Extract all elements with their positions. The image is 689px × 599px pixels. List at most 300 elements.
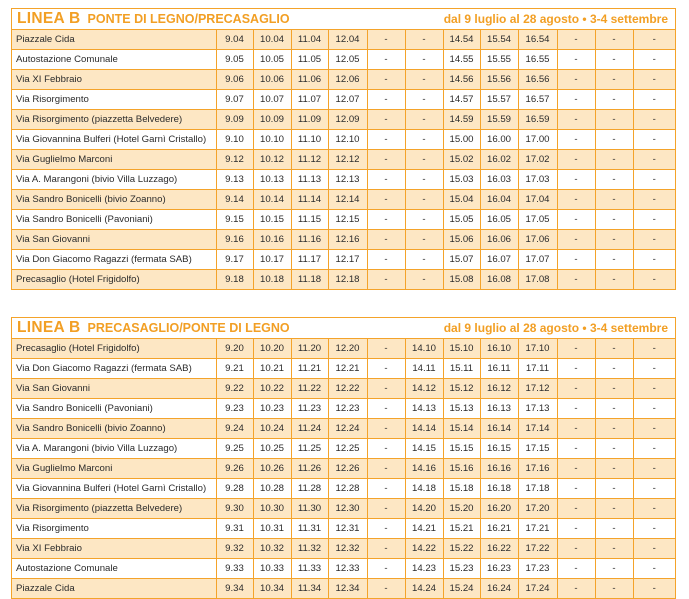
table-row: [12, 210, 675, 230]
departure-time: 15.08: [443, 270, 480, 290]
departure-time: -: [595, 250, 633, 270]
line-label: LINEA B: [17, 319, 81, 336]
departure-time: -: [633, 579, 675, 599]
departure-time: -: [633, 339, 675, 359]
departure-time: 9.23: [216, 399, 253, 419]
departure-time: -: [367, 110, 405, 130]
departure-time: -: [557, 110, 595, 130]
departure-time: 9.15: [216, 210, 253, 230]
departure-time: 12.16: [328, 230, 367, 250]
departure-time: 15.18: [443, 479, 480, 499]
departure-time: -: [595, 459, 633, 479]
departure-time: -: [633, 130, 675, 150]
departure-time: 11.33: [291, 559, 328, 579]
departure-time: 12.34: [328, 579, 367, 599]
stop-name: Via Risorgimento: [12, 519, 216, 539]
schedule-table: [12, 29, 675, 289]
departure-time: -: [367, 170, 405, 190]
stop-name: Via San Giovanni: [12, 230, 216, 250]
departure-time: 12.31: [328, 519, 367, 539]
departure-time: -: [405, 190, 443, 210]
departure-time: 16.56: [518, 70, 557, 90]
departure-time: 17.11: [518, 359, 557, 379]
stop-name: Via Risorgimento: [12, 90, 216, 110]
departure-time: 16.16: [480, 459, 518, 479]
departure-time: 17.03: [518, 170, 557, 190]
departure-time: -: [405, 30, 443, 50]
departure-time: 11.25: [291, 439, 328, 459]
departure-time: -: [595, 419, 633, 439]
departure-time: 15.21: [443, 519, 480, 539]
departure-time: 9.26: [216, 459, 253, 479]
departure-time: 11.20: [291, 339, 328, 359]
departure-time: 16.21: [480, 519, 518, 539]
departure-time: -: [633, 419, 675, 439]
departure-time: -: [367, 339, 405, 359]
departure-time: 17.13: [518, 399, 557, 419]
departure-time: 9.25: [216, 439, 253, 459]
departure-time: 14.22: [405, 539, 443, 559]
departure-time: 11.23: [291, 399, 328, 419]
departure-time: 9.21: [216, 359, 253, 379]
departure-time: 11.12: [291, 150, 328, 170]
departure-time: 15.11: [443, 359, 480, 379]
departure-time: -: [367, 210, 405, 230]
departure-time: 10.07: [253, 90, 291, 110]
departure-time: 11.24: [291, 419, 328, 439]
departure-time: 9.12: [216, 150, 253, 170]
route-label: PONTE DI LEGNO/PRECASAGLIO: [87, 12, 290, 26]
departure-time: -: [367, 459, 405, 479]
departure-time: -: [367, 70, 405, 90]
departure-time: 11.34: [291, 579, 328, 599]
stop-name: Via Sandro Bonicelli (Pavoniani): [12, 210, 216, 230]
table-row: [12, 90, 675, 110]
departure-time: 14.11: [405, 359, 443, 379]
departure-time: 10.13: [253, 170, 291, 190]
departure-time: 15.07: [443, 250, 480, 270]
departure-time: -: [557, 359, 595, 379]
departure-time: 15.15: [443, 439, 480, 459]
departure-time: -: [595, 519, 633, 539]
departure-time: -: [633, 270, 675, 290]
table-row: [12, 70, 675, 90]
departure-time: 16.11: [480, 359, 518, 379]
departure-time: -: [367, 399, 405, 419]
departure-time: -: [557, 519, 595, 539]
departure-time: -: [557, 210, 595, 230]
table-row: [12, 190, 675, 210]
departure-time: -: [633, 230, 675, 250]
departure-time: -: [595, 210, 633, 230]
departure-time: 17.05: [518, 210, 557, 230]
departure-time: 9.07: [216, 90, 253, 110]
departure-time: -: [367, 479, 405, 499]
departure-time: 10.17: [253, 250, 291, 270]
departure-time: 9.04: [216, 30, 253, 50]
departure-time: 10.16: [253, 230, 291, 250]
table-row: [12, 359, 675, 379]
departure-time: -: [557, 559, 595, 579]
departure-time: 12.26: [328, 459, 367, 479]
departure-time: 10.04: [253, 30, 291, 50]
departure-time: -: [633, 479, 675, 499]
departure-time: 11.31: [291, 519, 328, 539]
departure-time: -: [633, 210, 675, 230]
departure-time: 15.13: [443, 399, 480, 419]
departure-time: -: [633, 110, 675, 130]
departure-time: 16.23: [480, 559, 518, 579]
table-row: [12, 150, 675, 170]
departure-time: 17.15: [518, 439, 557, 459]
departure-time: 17.06: [518, 230, 557, 250]
route-label: PRECASAGLIO/PONTE DI LEGNO: [87, 321, 290, 335]
departure-time: 14.54: [443, 30, 480, 50]
period-label: dal 9 luglio al 28 agosto • 3-4 settembre: [443, 321, 668, 335]
departure-time: 10.23: [253, 399, 291, 419]
departure-time: 9.34: [216, 579, 253, 599]
departure-time: 12.15: [328, 210, 367, 230]
departure-time: 11.04: [291, 30, 328, 50]
departure-time: 14.59: [443, 110, 480, 130]
departure-time: -: [595, 479, 633, 499]
departure-time: 12.04: [328, 30, 367, 50]
departure-time: 14.13: [405, 399, 443, 419]
departure-time: 16.03: [480, 170, 518, 190]
departure-time: 9.28: [216, 479, 253, 499]
departure-time: -: [367, 230, 405, 250]
timetable-header: [12, 318, 675, 338]
departure-time: 16.20: [480, 499, 518, 519]
departure-time: 15.12: [443, 379, 480, 399]
departure-time: -: [633, 439, 675, 459]
departure-time: 15.00: [443, 130, 480, 150]
departure-time: -: [557, 50, 595, 70]
departure-time: 17.12: [518, 379, 557, 399]
table-row: [12, 170, 675, 190]
departure-time: 10.26: [253, 459, 291, 479]
departure-time: 14.12: [405, 379, 443, 399]
departure-time: -: [557, 250, 595, 270]
departure-time: 16.54: [518, 30, 557, 50]
departure-time: -: [405, 230, 443, 250]
timetable-return: [11, 317, 676, 599]
table-row: [12, 459, 675, 479]
departure-time: 12.13: [328, 170, 367, 190]
departure-time: 17.18: [518, 479, 557, 499]
departure-time: -: [367, 250, 405, 270]
departure-time: 11.32: [291, 539, 328, 559]
departure-time: 15.24: [443, 579, 480, 599]
departure-time: 12.14: [328, 190, 367, 210]
table-row: [12, 499, 675, 519]
departure-time: 17.22: [518, 539, 557, 559]
departure-time: 10.22: [253, 379, 291, 399]
departure-time: 14.57: [443, 90, 480, 110]
departure-time: 16.14: [480, 419, 518, 439]
departure-time: -: [557, 90, 595, 110]
departure-time: -: [405, 130, 443, 150]
departure-time: -: [367, 439, 405, 459]
departure-time: 12.20: [328, 339, 367, 359]
departure-time: 15.14: [443, 419, 480, 439]
stop-name: Via Sandro Bonicelli (bivio Zoanno): [12, 419, 216, 439]
table-row: [12, 270, 675, 290]
stop-name: Via Risorgimento (piazzetta Belvedere): [12, 110, 216, 130]
table-row: [12, 250, 675, 270]
period-label: dal 9 luglio al 28 agosto • 3-4 settembre: [443, 12, 668, 26]
departure-time: -: [633, 559, 675, 579]
departure-time: -: [557, 499, 595, 519]
departure-time: 9.31: [216, 519, 253, 539]
departure-time: 15.59: [480, 110, 518, 130]
departure-time: 12.05: [328, 50, 367, 70]
departure-time: -: [557, 170, 595, 190]
departure-time: 15.03: [443, 170, 480, 190]
departure-time: 16.02: [480, 150, 518, 170]
departure-time: 14.15: [405, 439, 443, 459]
departure-time: 14.24: [405, 579, 443, 599]
departure-time: 11.26: [291, 459, 328, 479]
stop-name: Via A. Marangoni (bivio Villa Luzzago): [12, 170, 216, 190]
stop-name: Via Giovannina Bulferi (Hotel Garnì Cristallo): [12, 130, 216, 150]
timetable-outbound: [11, 8, 676, 290]
departure-time: 14.10: [405, 339, 443, 359]
departure-time: 11.28: [291, 479, 328, 499]
departure-time: -: [595, 539, 633, 559]
departure-time: -: [595, 130, 633, 150]
departure-time: 9.17: [216, 250, 253, 270]
departure-time: -: [557, 439, 595, 459]
departure-time: 10.21: [253, 359, 291, 379]
departure-time: 10.06: [253, 70, 291, 90]
departure-time: 16.24: [480, 579, 518, 599]
departure-time: 10.32: [253, 539, 291, 559]
departure-time: 16.18: [480, 479, 518, 499]
departure-time: -: [557, 270, 595, 290]
departure-time: -: [557, 479, 595, 499]
stop-name: Via Sandro Bonicelli (bivio Zoanno): [12, 190, 216, 210]
departure-time: 11.22: [291, 379, 328, 399]
departure-time: -: [367, 419, 405, 439]
departure-time: -: [557, 339, 595, 359]
stop-name: Via XI Febbraio: [12, 539, 216, 559]
departure-time: -: [633, 30, 675, 50]
departure-time: -: [633, 90, 675, 110]
departure-time: -: [367, 579, 405, 599]
departure-time: -: [595, 399, 633, 419]
departure-time: 10.05: [253, 50, 291, 70]
departure-time: 10.34: [253, 579, 291, 599]
departure-time: -: [633, 519, 675, 539]
departure-time: -: [633, 359, 675, 379]
departure-time: -: [633, 379, 675, 399]
departure-time: 11.05: [291, 50, 328, 70]
stop-name: Via A. Marangoni (bivio Villa Luzzago): [12, 439, 216, 459]
departure-time: 10.28: [253, 479, 291, 499]
stop-name: Piazzale Cida: [12, 30, 216, 50]
departure-time: 15.20: [443, 499, 480, 519]
departure-time: 11.18: [291, 270, 328, 290]
departure-time: -: [405, 210, 443, 230]
stop-name: Piazzale Cida: [12, 579, 216, 599]
departure-time: 16.07: [480, 250, 518, 270]
departure-time: -: [633, 70, 675, 90]
table-row: [12, 479, 675, 499]
departure-time: -: [557, 419, 595, 439]
departure-time: -: [367, 50, 405, 70]
departure-time: 9.20: [216, 339, 253, 359]
departure-time: -: [557, 579, 595, 599]
departure-time: 14.20: [405, 499, 443, 519]
departure-time: 10.25: [253, 439, 291, 459]
departure-time: 11.30: [291, 499, 328, 519]
departure-time: -: [367, 519, 405, 539]
departure-time: 12.33: [328, 559, 367, 579]
departure-time: 14.55: [443, 50, 480, 70]
departure-time: 12.22: [328, 379, 367, 399]
departure-time: -: [557, 190, 595, 210]
departure-time: -: [367, 379, 405, 399]
departure-time: 14.56: [443, 70, 480, 90]
departure-time: -: [633, 250, 675, 270]
departure-time: 16.00: [480, 130, 518, 150]
departure-time: 11.17: [291, 250, 328, 270]
departure-time: 14.14: [405, 419, 443, 439]
departure-time: -: [405, 270, 443, 290]
departure-time: -: [633, 399, 675, 419]
departure-time: -: [633, 499, 675, 519]
departure-time: 17.20: [518, 499, 557, 519]
departure-time: -: [367, 499, 405, 519]
departure-time: -: [595, 190, 633, 210]
departure-time: 12.21: [328, 359, 367, 379]
departure-time: 11.07: [291, 90, 328, 110]
departure-time: -: [367, 30, 405, 50]
departure-time: 11.10: [291, 130, 328, 150]
departure-time: -: [595, 50, 633, 70]
stop-name: Precasaglio (Hotel Frigidolfo): [12, 270, 216, 290]
departure-time: 11.13: [291, 170, 328, 190]
departure-time: 16.04: [480, 190, 518, 210]
stop-name: Autostazione Comunale: [12, 50, 216, 70]
departure-time: 10.14: [253, 190, 291, 210]
departure-time: 14.16: [405, 459, 443, 479]
table-row: [12, 439, 675, 459]
departure-time: -: [633, 539, 675, 559]
departure-time: 17.14: [518, 419, 557, 439]
departure-time: -: [405, 70, 443, 90]
departure-time: -: [367, 190, 405, 210]
departure-time: 15.16: [443, 459, 480, 479]
departure-time: 15.04: [443, 190, 480, 210]
departure-time: 12.12: [328, 150, 367, 170]
departure-time: 16.13: [480, 399, 518, 419]
departure-time: -: [595, 439, 633, 459]
departure-time: 9.10: [216, 130, 253, 150]
departure-time: 15.57: [480, 90, 518, 110]
departure-time: 12.18: [328, 270, 367, 290]
departure-time: -: [405, 110, 443, 130]
departure-time: -: [595, 110, 633, 130]
table-row: [12, 519, 675, 539]
departure-time: 17.16: [518, 459, 557, 479]
departure-time: -: [595, 170, 633, 190]
departure-time: 10.09: [253, 110, 291, 130]
departure-time: 17.08: [518, 270, 557, 290]
table-row: [12, 130, 675, 150]
departure-time: -: [367, 150, 405, 170]
stop-name: Precasaglio (Hotel Frigidolfo): [12, 339, 216, 359]
departure-time: 12.06: [328, 70, 367, 90]
table-row: [12, 50, 675, 70]
departure-time: 16.57: [518, 90, 557, 110]
departure-time: 14.23: [405, 559, 443, 579]
departure-time: 14.21: [405, 519, 443, 539]
departure-time: -: [367, 559, 405, 579]
departure-time: -: [595, 90, 633, 110]
departure-time: 9.30: [216, 499, 253, 519]
table-row: [12, 339, 675, 359]
departure-time: 9.18: [216, 270, 253, 290]
departure-time: 17.23: [518, 559, 557, 579]
departure-time: 12.09: [328, 110, 367, 130]
departure-time: 16.22: [480, 539, 518, 559]
departure-time: -: [367, 90, 405, 110]
departure-time: 17.10: [518, 339, 557, 359]
table-row: [12, 379, 675, 399]
table-row: [12, 110, 675, 130]
departure-time: 17.07: [518, 250, 557, 270]
departure-time: -: [367, 359, 405, 379]
departure-time: 15.23: [443, 559, 480, 579]
departure-time: -: [633, 150, 675, 170]
departure-time: 17.24: [518, 579, 557, 599]
departure-time: -: [595, 499, 633, 519]
departure-time: 10.30: [253, 499, 291, 519]
departure-time: -: [595, 270, 633, 290]
departure-time: 15.22: [443, 539, 480, 559]
departure-time: -: [367, 539, 405, 559]
departure-time: 9.24: [216, 419, 253, 439]
departure-time: 15.55: [480, 50, 518, 70]
stop-name: Via Risorgimento (piazzetta Belvedere): [12, 499, 216, 519]
departure-time: -: [595, 150, 633, 170]
departure-time: -: [557, 539, 595, 559]
departure-time: 10.10: [253, 130, 291, 150]
departure-time: 16.12: [480, 379, 518, 399]
table-row: [12, 579, 675, 599]
stop-name: Autostazione Comunale: [12, 559, 216, 579]
departure-time: 12.23: [328, 399, 367, 419]
stop-name: Via Sandro Bonicelli (Pavoniani): [12, 399, 216, 419]
departure-time: 12.28: [328, 479, 367, 499]
departure-time: -: [557, 70, 595, 90]
departure-time: -: [633, 170, 675, 190]
departure-time: 11.09: [291, 110, 328, 130]
departure-time: -: [367, 270, 405, 290]
stop-name: Via Don Giacomo Ragazzi (fermata SAB): [12, 359, 216, 379]
departure-time: 12.25: [328, 439, 367, 459]
departure-time: 10.18: [253, 270, 291, 290]
departure-time: 16.10: [480, 339, 518, 359]
departure-time: -: [557, 399, 595, 419]
departure-time: -: [557, 150, 595, 170]
departure-time: 9.32: [216, 539, 253, 559]
departure-time: 9.09: [216, 110, 253, 130]
departure-time: 16.15: [480, 439, 518, 459]
departure-time: 11.06: [291, 70, 328, 90]
